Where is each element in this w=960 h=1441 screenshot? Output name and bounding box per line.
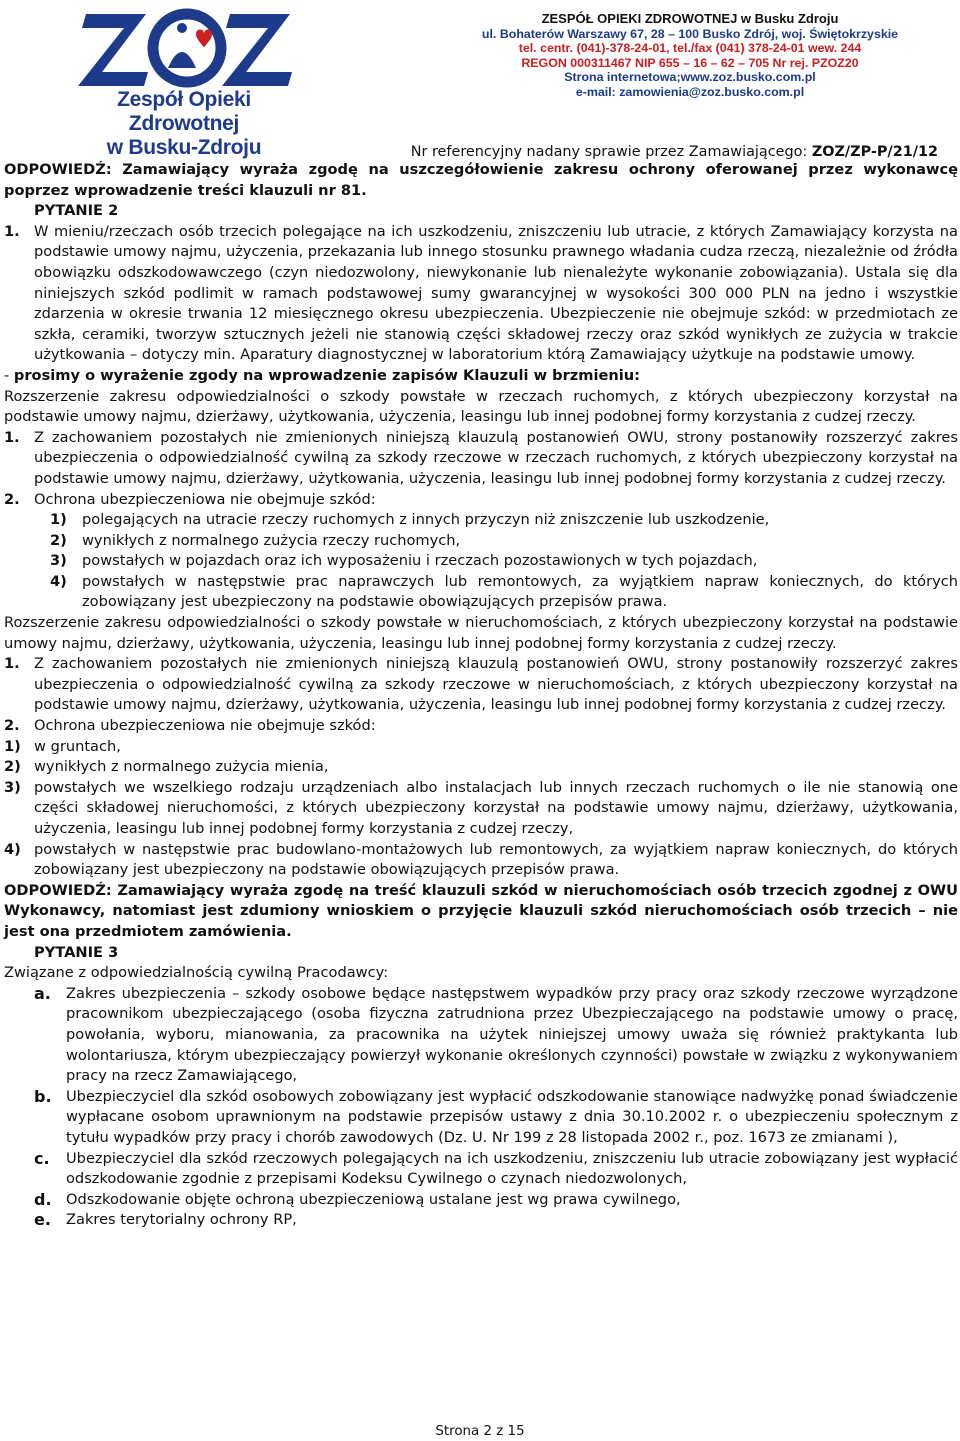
subpoint-text: powstałych w następstwie prac budowlano-montażowych lub remontowych, za wyjątkiem napraw koniecznych, do których zobowiązany jest ubezpieczony na podstawie obowiązujących przepisów prawa. bbox=[34, 840, 958, 879]
organization-details bbox=[440, 12, 940, 100]
org-website[interactable]: Strona internetowa;www.zoz.busko.com.pl bbox=[564, 70, 816, 85]
movable-point bbox=[4, 428, 958, 490]
org-phone: tel. centr. (041)-378-24-01, tel./fax (041) 378-24-01 wew. 244 bbox=[518, 41, 862, 56]
point-text: Zakres terytorialny ochrony RP, bbox=[66, 1211, 297, 1229]
point-letter: e. bbox=[34, 1210, 51, 1230]
subpoint-number: 2) bbox=[4, 758, 21, 776]
subpoint-number: 4) bbox=[50, 572, 67, 590]
question-3-point bbox=[4, 984, 958, 1087]
point-text: Ubezpieczyciel dla szkód rzeczowych polegających na ich uszkodzeniu, zniszczeniu lub utracie zobowiązany jest wypłacić odszkodowanie zgodnie z przepisami Kodeksu Cywilnego o czynach niedozwolonych, bbox=[66, 1149, 958, 1188]
point-text: Odszkodowanie objęte ochroną ubezpieczeniową ustalane jest wg prawa cywilnego, bbox=[66, 1190, 681, 1208]
subpoint-text: powstałych we wszelkiego rodzaju urządzeniach albo instalacjach lub innych rzeczach ruchomych o ile nie stanowią one części składowej nieruchomości, z których ubezpieczony korzystał na podstawie umowy najmu, dzierżawy, użytkowania, użyczenia, leasingu lub innej podobnej formy korzystania z cudzej rzeczy, bbox=[34, 778, 958, 837]
subpoint-number: 1) bbox=[50, 511, 67, 529]
question-2-text bbox=[4, 222, 958, 366]
point-text: Z zachowaniem pozostałych nie zmienionych niniejszą klauzulą postanowień OWU, strony postanowiły rozszerzyć zakres ubezpieczenia o odpowiedzialność cywilną za szkody rzeczowe w nieruchomościach, z których ubezpieczony korzystał na podstawie umowy najmu, dzierżawy, użytkowania, użyczenia, leasingu lub innej podobnej formy korzystania z cudzej rzeczy. bbox=[34, 655, 958, 714]
request-dash: - bbox=[4, 366, 14, 384]
movable-intro: Rozszerzenie zakresu odpowiedzialności o szkody powstałe w rzeczach ruchomych, z których ubezpieczony korzystał na podstawie umowy najmu, dzierżawy, użytkowania, użyczenia, leasingu lub innej podobnej formy korzystania z cudzej rzeczy. bbox=[4, 387, 958, 426]
reference-label: Nr referencyjny nadany sprawie przez Zamawiającego: bbox=[410, 144, 812, 160]
answer-2: ODPOWIEDŹ: Zamawiający wyraża zgodę na treść klauzuli szkód w nieruchomościach osób trzecich zgodnej z OWU Wykonawcy, natomiast jest zdumiony wnioskiem o przyjęcie klauzuli szkód nieruchomościach osób trzecich – nie jest ona przedmiotem zamówienia. bbox=[4, 881, 958, 940]
real-estate-subpoint bbox=[4, 778, 958, 840]
page-number: Strona 2 z 15 bbox=[435, 1424, 525, 1439]
point-text: Z zachowaniem pozostałych nie zmienionych niniejszą klauzulą postanowień OWU, strony postanowiły rozszerzyć zakres ubezpieczenia o odpowiedzialność cywilną za szkody rzeczowe w rzeczach ruchomych, z których ubezpieczony korzystał na podstawie umowy najmu, dzierżawy, użytkowania, użyczenia, leasingu lub innej podobnej formy korzystania z cudzej rzeczy. bbox=[34, 428, 958, 487]
point-text: Ochrona ubezpieczeniowa nie obejmuje szkód: bbox=[34, 490, 376, 508]
question-3-point bbox=[4, 1210, 958, 1231]
point-number: 2. bbox=[4, 717, 20, 735]
movable-subpoint bbox=[4, 531, 958, 552]
answer-1: ODPOWIEDŹ: Zamawiający wyraża zgodę na uszczegółowienie zakresu ochrony oferowanej przez wykonawcę poprzez wprowadzenie treści klauzuli nr 81. bbox=[4, 161, 958, 199]
point-text: Ochrona ubezpieczeniowa nie obejmuje szkód: bbox=[34, 717, 376, 735]
real-estate-subpoint bbox=[4, 737, 958, 758]
point-number: 1. bbox=[4, 655, 20, 673]
org-regon: REGON 000311467 NIP 655 – 16 – 62 – 705 Nr rej. PZOZ20 bbox=[521, 55, 859, 70]
subpoint-text: wynikłych z normalnego zużycia mienia, bbox=[34, 758, 329, 776]
org-email[interactable]: e-mail: zamowienia@zoz.busko.com.pl bbox=[575, 84, 805, 99]
subpoint-text: powstałych w następstwie prac naprawczych lub remontowych, za wyjątkiem napraw koniecznych, do których zobowiązany jest ubezpieczony na podstawie obowiązujących przepisów prawa. bbox=[82, 572, 958, 611]
point-number: 2. bbox=[4, 490, 20, 508]
question-3-intro: Związane z odpowiedzialnością cywilną Pracodawcy: bbox=[4, 964, 389, 982]
question-2-title: PYTANIE 2 bbox=[34, 202, 119, 220]
reference-value: ZOZ/ZP-P/21/12 bbox=[811, 144, 938, 160]
point-letter: b. bbox=[34, 1086, 52, 1106]
movable-subpoint bbox=[4, 572, 958, 613]
question-3-point bbox=[4, 1149, 958, 1190]
logo-wordmark bbox=[64, 88, 304, 160]
real-estate-intro: Rozszerzenie zakresu odpowiedzialności o szkody powstałe w nieruchomościach, z których ubezpieczony korzystał na podstawie umowy najmu, dzierżawy, użytkowania, użyczenia, leasingu lub innej podobnej formy korzystania z cudzej rzeczy. bbox=[4, 614, 958, 652]
subpoint-number: 1) bbox=[4, 737, 21, 755]
movable-subpoint bbox=[4, 510, 958, 531]
point-letter: a. bbox=[34, 983, 51, 1003]
question-2-number: 1. bbox=[4, 222, 20, 240]
movable-point bbox=[4, 490, 958, 511]
question-2-body: W mieniu/rzeczach osób trzecich polegające na ich uszkodzeniu, zniszczeniu lub utracie, z których Zamawiający korzysta na podstawie umowy najmu, użyczenia, przekazania lub innego stosunku prawnego władania cudza rzeczą, niezależnie od źródła obowiązku odszkodowawczego (czyn niedozwolony, niewykonanie lub nienależyte wykonanie zobowiązania). Ustala się dla niniejszych szkód podlimit w ramach podstawowej sumy gwarancyjnej w wysokości 300 000 PLN na jedno i wszystkie zdarzenia w okresie trwania 12 miesięcznego okresu ubezpieczenia. Ubezpieczenie nie obejmuje szkód: w przedmiotach ze szkła, ceramiki, tworzyw sztucznych jeżeli nie stanowią części składowej rzeczy oraz szkód wynikłych ze zużycia w trakcie użytkowania – dotyczy min. Aparatury diagnostycznej w laboratorium którą Zamawiający użytkuje na podstawie umowy. bbox=[34, 222, 958, 364]
document-body bbox=[4, 160, 958, 1231]
subpoint-text: w gruntach, bbox=[34, 737, 121, 755]
question-3-title: PYTANIE 3 bbox=[34, 943, 119, 961]
question-3-point bbox=[4, 1087, 958, 1149]
question-3-point bbox=[4, 1190, 958, 1211]
movable-subpoint bbox=[4, 551, 958, 572]
point-text: Ubezpieczyciel dla szkód osobowych zobowiązany jest wypłacić odszkodowanie stanowiące nadwyżkę ponad świadczenie wypłacane osobom uprawnionym na podstawie przepisów ustawy z dnia 30.10.2002 r. o ubezpieczeniu społecznym z tytułu wypadków przy pracy i chorób zawodowych (Dz. U. Nr 199 z 28 listopada 2002 r., poz. 1673 ze zmianami ), bbox=[66, 1087, 958, 1146]
subpoint-text: polegających na utracie rzeczy ruchomych z innych przyczyn niż zniszczenie lub uszkodzenie, bbox=[82, 511, 770, 529]
subpoint-text: powstałych w pojazdach oraz ich wyposażeniu i rzeczach pozostawionych w tych pojazdach, bbox=[82, 552, 758, 570]
request-text: prosimy o wyrażenie zgody na wprowadzenie zapisów Klauzuli w brzmieniu: bbox=[13, 366, 640, 384]
org-name: ZESPÓŁ OPIEKI ZDROWOTNEJ w Busku Zdroju bbox=[541, 11, 839, 26]
subpoint-number: 3) bbox=[50, 552, 67, 570]
org-address: ul. Bohaterów Warszawy 67, 28 – 100 Busko Zdrój, woj. Świętokrzyskie bbox=[481, 26, 899, 41]
subpoint-text: wynikłych z normalnego zużycia rzeczy ruchomych, bbox=[82, 531, 461, 549]
point-number: 1. bbox=[4, 428, 20, 446]
request-line bbox=[4, 366, 958, 387]
subpoint-number: 2) bbox=[50, 531, 67, 549]
real-estate-subpoint bbox=[4, 840, 958, 881]
point-text: Zakres ubezpieczenia – szkody osobowe będące następstwem wypadków przy pracy oraz szkody rzeczowe wyrządzone pracownikom ubezpieczającego (osoba fizyczna zatrudniona przez Ubezpieczającego na podstawie umowy o pracę, powołania, wyboru, mianowania, za pracownika na użytek niniejszej umowy uważa się również praktykanta lub wolontariusza, którym ubezpieczający powierzył wykonanie określonych czynności) powstałe w związku z wykonywaniem pracy na rzecz Zamawiającego, bbox=[66, 984, 958, 1085]
logo-line-1: Zespół Opieki Zdrowotnej bbox=[117, 88, 251, 135]
logo-line-2: w Busku-Zdroju bbox=[106, 136, 262, 159]
point-letter: c. bbox=[34, 1148, 50, 1168]
real-estate-point bbox=[4, 716, 958, 737]
real-estate-subpoint bbox=[4, 757, 958, 778]
subpoint-number: 3) bbox=[4, 778, 21, 796]
subpoint-number: 4) bbox=[4, 840, 21, 858]
point-letter: d. bbox=[34, 1189, 52, 1209]
real-estate-point bbox=[4, 654, 958, 716]
